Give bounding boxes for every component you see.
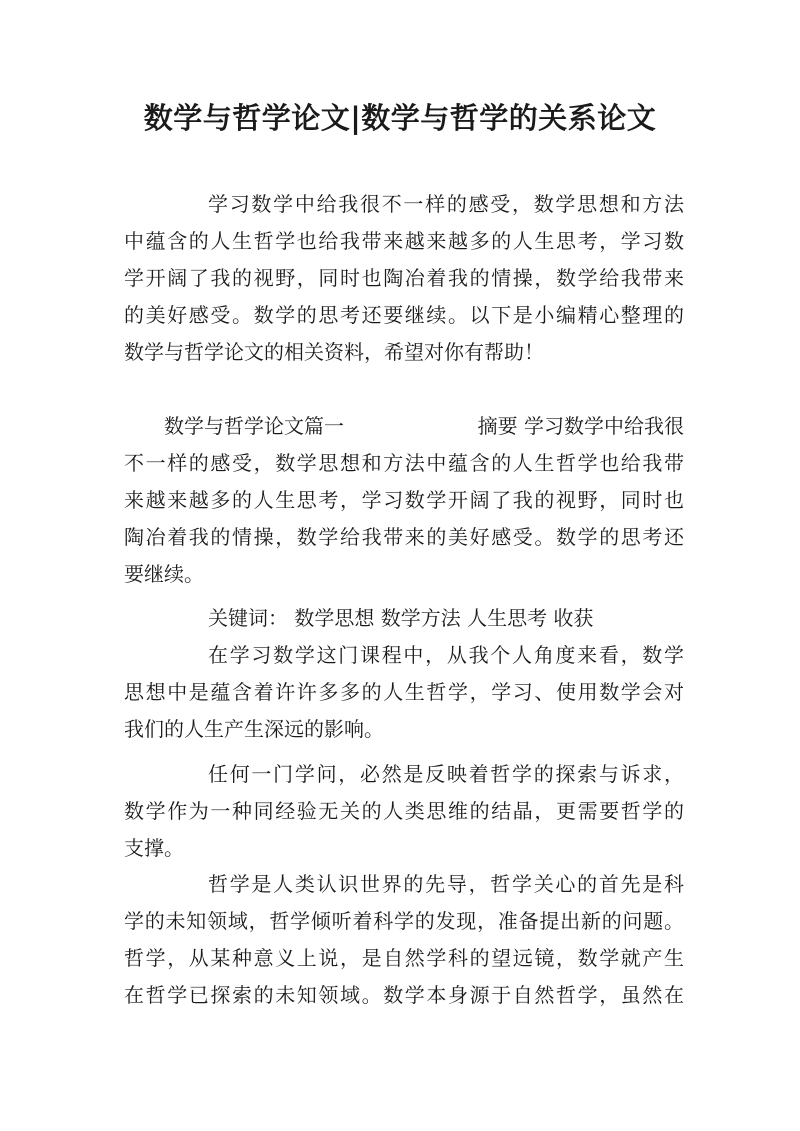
paragraph-line: 的美好感受。数学的思考还要继续。以下是小编精心整理的 xyxy=(124,303,684,327)
paragraph-line: 学习数学中给我很不一样的感受，数学思想和方法 xyxy=(208,192,684,216)
paragraph-line: 要继续。 xyxy=(124,562,204,586)
paragraph-line: 陶冶着我的情操，数学给我带来的美好感受。数学的思考还 xyxy=(124,525,684,549)
section-heading: 数学与哲学论文篇一 xyxy=(164,414,344,438)
paragraph-line: 学开阔了我的视野，同时也陶冶着我的情操，数学给我带来 xyxy=(124,266,684,290)
keywords-line: 关键词： 数学思想 数学方法 人生思考 收获 xyxy=(208,606,594,630)
paragraph-line: 哲学是人类认识世界的先导，哲学关心的首先是科 xyxy=(208,872,684,896)
paragraph-line: 学的未知领域，哲学倾听着科学的发现，准备提出新的问题。 xyxy=(124,909,684,933)
paragraph-line: 在哲学已探索的未知领域。数学本身源于自然哲学，虽然在 xyxy=(124,983,684,1007)
paragraph-line: 支撑。 xyxy=(124,836,184,860)
paragraph-line: 思想中是蕴含着许许多多的人生哲学，学习、使用数学会对 xyxy=(124,680,684,704)
paragraph-line: 中蕴含的人生哲学也给我带来越来越多的人生思考，学习数 xyxy=(124,229,684,253)
document-title: 数学与哲学论文|数学与哲学的关系论文 xyxy=(143,101,657,135)
paragraph-line: 来越来越多的人生思考，学习数学开阔了我的视野，同时也 xyxy=(124,488,684,512)
abstract-label-line: 摘要 学习数学中给我很 xyxy=(477,414,684,438)
paragraph-line: 哲学，从某种意义上说，是自然学科的望远镜，数学就产生 xyxy=(124,946,684,970)
paragraph-line: 在学习数学这门课程中，从我个人角度来看，数学 xyxy=(208,643,684,667)
paragraph-line: 不一样的感受，数学思想和方法中蕴含的人生哲学也给我带 xyxy=(124,451,684,475)
paragraph-line: 数学与哲学论文的相关资料，希望对你有帮助！ xyxy=(124,340,544,364)
paragraph-line: 任何一门学问，必然是反映着哲学的探索与诉求， xyxy=(208,762,684,786)
paragraph-line: 我们的人生产生深远的影响。 xyxy=(124,717,384,741)
paragraph-line: 数学作为一种同经验无关的人类思维的结晶，更需要哲学的 xyxy=(124,799,684,823)
